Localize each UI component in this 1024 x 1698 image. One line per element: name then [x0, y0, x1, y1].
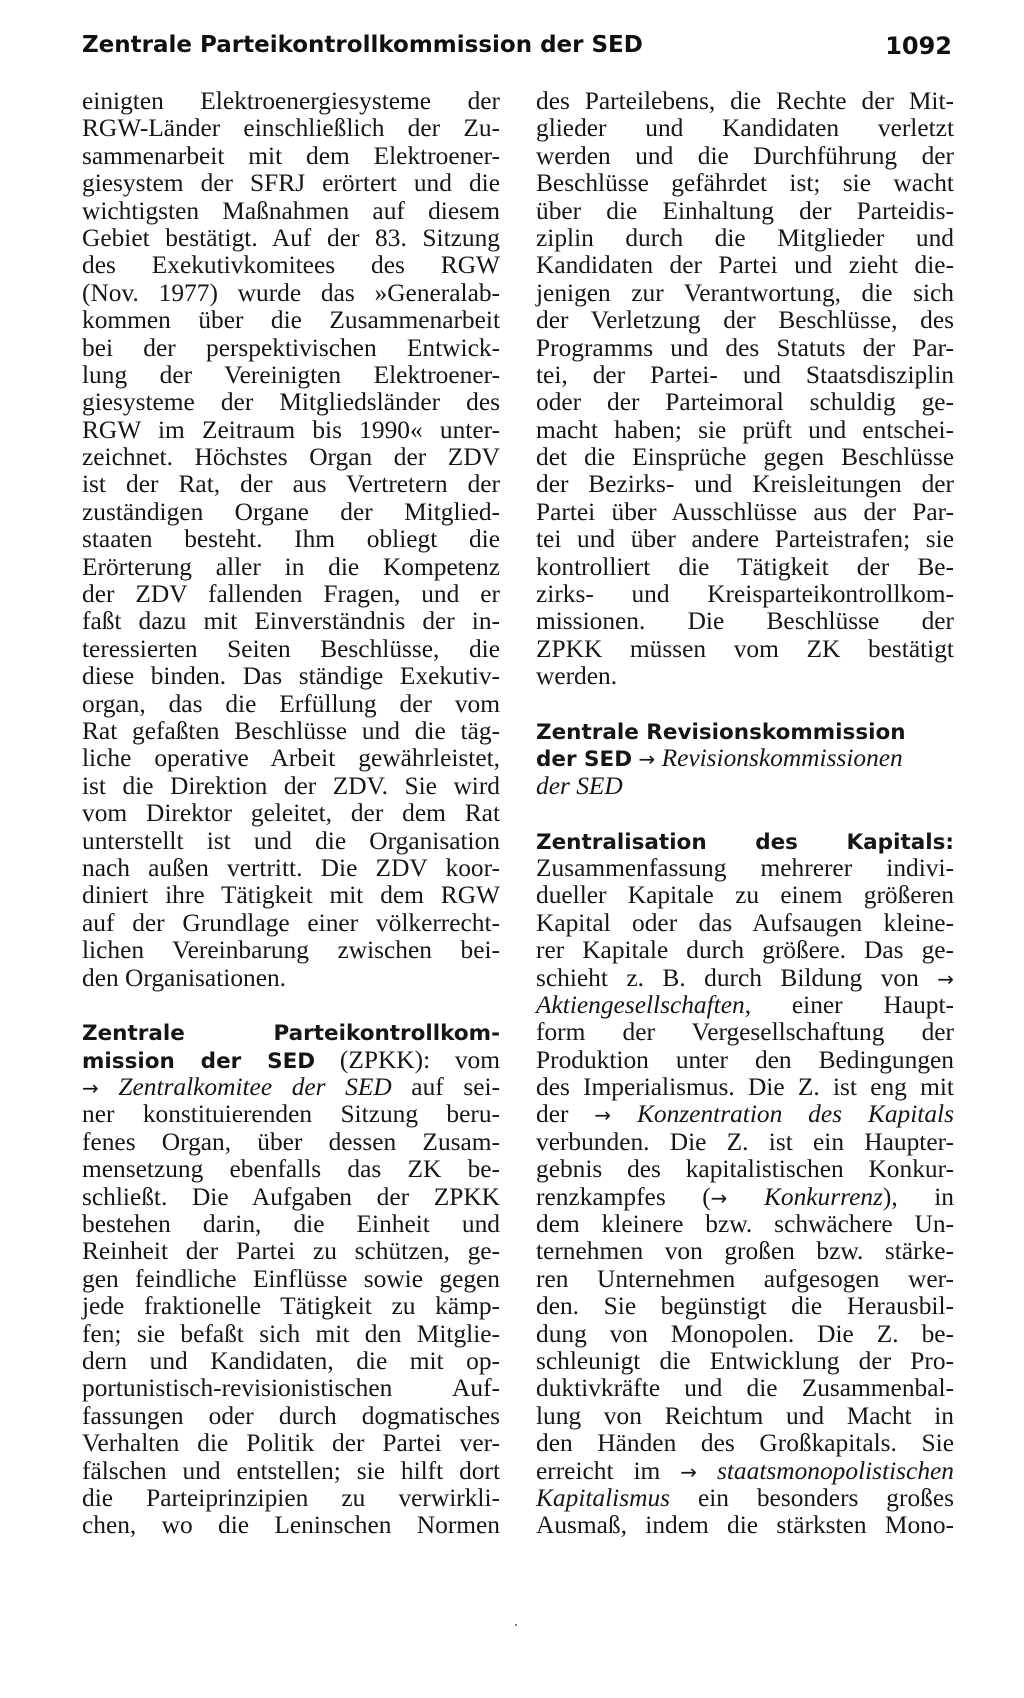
text-line: Zusammenfassung mehrerer indivi- [536, 853, 954, 882]
text-line: RGW im Zeitraum bis 1990« unter- [82, 415, 500, 444]
text-line: ren Unternehmen aufgesogen wer- [536, 1264, 954, 1293]
text-line: sammenarbeit mit dem Elektroener- [82, 141, 500, 170]
text-line: den. Sie begünstigt die Herausbil- [536, 1292, 954, 1321]
cross-reference-link[interactable]: staatsmonopolistischen [717, 1456, 954, 1485]
text-line: ist der Rat, der aus Vertretern der [82, 470, 500, 499]
text-fragment: erreicht im [536, 1456, 681, 1485]
text-line: lung der Vereinigten Elektroener- [82, 360, 500, 389]
entry-line [536, 965, 954, 992]
cross-reference-arrow-icon: → [937, 966, 954, 991]
text-line: ner konstituierenden Sitzung beru- [82, 1100, 500, 1129]
running-head-title: Zentrale Parteikontrollkommission der SED [82, 32, 643, 58]
cross-reference-arrow-icon: → [594, 1103, 612, 1128]
entry-zentrale-revisionskommission [536, 718, 954, 800]
entry-line [82, 1019, 500, 1046]
text-line: Kandidaten der Partei und zieht die- [536, 251, 954, 280]
entry-line [536, 745, 954, 772]
text-line: Verhalten die Politik der Partei ver- [82, 1429, 500, 1458]
left-column [82, 88, 500, 1540]
cross-reference-link[interactable]: Zentralkomitee der SED [118, 1073, 392, 1102]
text-line: RGW-Länder einschließlich der Zu- [82, 114, 500, 143]
text-fragment: , einer Haupt- [744, 990, 954, 1019]
entry-headword: Zentrale Revisionskommission [536, 719, 906, 745]
text-line: tei und über andere Parteistrafen; sie [536, 525, 954, 554]
text-line: missionen. Die Beschlüsse der [536, 607, 954, 636]
text-line: des Exekutivkomitees des RGW [82, 251, 500, 280]
text-fragment: ), in [882, 1182, 954, 1211]
text-line: den Händen des Großkapitals. Sie [536, 1429, 954, 1458]
text-line: wichtigsten Maßnahmen auf diesem [82, 196, 500, 225]
entry-line [82, 1074, 500, 1101]
entry-gap [536, 800, 954, 827]
text-line: ternehmen von großen bzw. stärke- [536, 1237, 954, 1266]
text-line: Ausmaß, indem die stärksten Mono- [536, 1511, 954, 1540]
text-line: kontrolliert die Tätigkeit der Be- [536, 552, 954, 581]
text-line: Reinheit der Partei zu schützen, ge- [82, 1237, 500, 1266]
text-line: werden und die Durchführung der [536, 141, 954, 170]
entry-gap [82, 992, 500, 1019]
text-line: Gebiet bestätigt. Auf der 83. Sitzung [82, 223, 500, 252]
continuation-paragraph [536, 88, 954, 691]
text-fragment: der [536, 1100, 595, 1129]
text-line: über die Einhaltung der Parteidis- [536, 196, 954, 225]
entry-headword: Zentrale Parteikontrollkom- [82, 1021, 500, 1047]
running-head [82, 32, 952, 68]
continuation-paragraph [82, 88, 500, 992]
text-line: auf der Grundlage einer völkerrecht- [82, 908, 500, 937]
text-line: verbunden. Die Z. ist ein Haupter- [536, 1127, 954, 1156]
text-line: fälschen und entstellen; sie hilft dort [82, 1456, 500, 1485]
text-fragment: ein besonders großes [670, 1483, 954, 1512]
entry-line [536, 1184, 954, 1211]
text-line: bei der perspektivischen Entwick- [82, 333, 500, 362]
text-fragment: renzkampfes ( [536, 1182, 711, 1211]
cross-reference-link[interactable]: Aktiengesellschaften [536, 990, 745, 1019]
entry-abbreviation: (ZPKK): vom [315, 1045, 500, 1074]
text-line: jenigen zur Verantwortung, die sich [536, 278, 954, 307]
text-line: Kapital oder das Aufsaugen kleine- [536, 908, 954, 937]
text-line: det die Einsprüche gegen Beschlüsse [536, 443, 954, 472]
text-line: einigten Elektroenergiesysteme der [82, 87, 500, 115]
text-line: jede fraktionelle Tätigkeit zu kämp- [82, 1292, 500, 1321]
print-speck [515, 1624, 517, 1626]
text-line: liche operative Arbeit gewährleistet, [82, 744, 500, 773]
entry-line [536, 828, 954, 855]
text-line: Partei über Ausschlüsse aus der Par- [536, 497, 954, 526]
text-line: tei, der Partei- und Staatsdisziplin [536, 360, 954, 389]
text-line: form der Vergesellschaftung der [536, 1018, 954, 1047]
entry-line [536, 718, 954, 745]
entry-line [536, 1485, 954, 1512]
text-line: Produktion unter den Bedingungen [536, 1045, 954, 1074]
text-line: Erörterung aller in die Kompetenz [82, 552, 500, 581]
text-line: Rat gefaßten Beschlüsse und die täg- [82, 716, 500, 745]
cross-reference-link[interactable]: Konzentration des Kapitals [636, 1100, 954, 1129]
text-line: organ, das die Erfüllung der vom [82, 689, 500, 718]
text-line: zirks- und Kreisparteikontrollkom- [536, 580, 954, 609]
text-line: nach außen vertritt. Die ZDV koor- [82, 853, 500, 882]
cross-reference-arrow-icon: → [710, 1185, 728, 1210]
text-line: ziplin durch die Mitglieder und [536, 223, 954, 252]
text-line: fenes Organ, über dessen Zusam- [82, 1127, 500, 1156]
text-line: dem kleinere bzw. schwächere Un- [536, 1210, 954, 1239]
right-column [536, 88, 954, 1540]
text-line: gen feindliche Einflüsse sowie gegen [82, 1264, 500, 1293]
text-line: den Organisationen. [82, 963, 287, 992]
text-line: schleunigt die Entwicklung der Pro- [536, 1346, 954, 1375]
text-line: giesysteme der Mitgliedsländer des [82, 388, 500, 417]
text-line: lichen Vereinbarung zwischen bei- [82, 936, 500, 965]
text-line: chen, wo die Leninschen Normen [82, 1511, 500, 1540]
text-line: werden. [536, 662, 618, 691]
text-line: fassungen oder durch dogmatisches [82, 1401, 500, 1430]
text-line: Programms und des Statuts der Par- [536, 333, 954, 362]
text-line: Beschlüsse gefährdet ist; sie wacht [536, 169, 954, 198]
text-line: portunistisch-revisionistischen Auf- [82, 1374, 500, 1403]
text-line: duktivkräfte und die Zusammenbal- [536, 1374, 954, 1403]
text-line: diese binden. Das ständige Exekutiv- [82, 662, 500, 691]
text-line: ist die Direktion der ZDV. Sie wird [82, 771, 500, 800]
entry-zentralisation-des-kapitals [536, 828, 954, 1540]
text-line: der ZDV fallenden Fragen, und er [82, 580, 500, 609]
text-line: dueller Kapitale zu einem größeren [536, 881, 954, 910]
entry-headword: Zentralisation des Kapitals: [536, 829, 954, 855]
text-line: diniert ihre Tätigkeit mit dem RGW [82, 881, 500, 910]
cross-reference-link[interactable]: Kapitalismus [536, 1483, 671, 1512]
text-line: oder der Parteimoral schuldig ge- [536, 388, 954, 417]
text-line: vom Direktor geleitet, der dem Rat [82, 799, 500, 828]
entry-gap [536, 691, 954, 718]
entry-line [536, 773, 954, 800]
text-fragment: schieht z. B. durch Bildung von [536, 963, 919, 992]
text-line: mensetzung ebenfalls das ZK be- [82, 1155, 500, 1184]
entry-headword: mission der SED [82, 1048, 316, 1074]
text-fragment: auf sei- [391, 1073, 500, 1102]
entry-headword: der SED [536, 747, 633, 773]
text-line: zuständigen Organe der Mitglied- [82, 497, 500, 526]
text-line: teressierten Seiten Beschlüsse, die [82, 634, 500, 663]
text-line: glieder und Kandidaten verletzt [536, 114, 954, 143]
text-line: des Imperialismus. Die Z. ist eng mit [536, 1073, 954, 1102]
text-line: gebnis des kapitalistischen Konkur- [536, 1155, 954, 1184]
text-line: staaten besteht. Ihm obliegt die [82, 525, 500, 554]
text-line: schließt. Die Aufgaben der ZPKK [82, 1182, 500, 1211]
text-line: giesystem der SFRJ erörtert und die [82, 169, 500, 198]
entry-line [82, 1047, 500, 1074]
entry-line [536, 992, 954, 1019]
text-line: lung von Reichtum und Macht in [536, 1401, 954, 1430]
cross-reference-arrow-icon: → [82, 1076, 99, 1101]
page-number: 1092 [885, 32, 952, 60]
text-line: der Verletzung der Beschlüsse, des [536, 306, 954, 335]
text-line: unterstellt ist und die Organisation [82, 826, 500, 855]
entry-line [536, 1458, 954, 1485]
text-line: (Nov. 1977) wurde das »Generalab- [82, 278, 500, 307]
text-line: dern und Kandidaten, die mit op- [82, 1346, 500, 1375]
cross-reference-arrow-icon: → [680, 1459, 698, 1484]
entry-zentrale-parteikontrollkommission [82, 1019, 500, 1539]
text-line: der Bezirks- und Kreisleitungen der [536, 470, 954, 499]
text-line: kommen über die Zusammenarbeit [82, 306, 500, 335]
cross-reference-link[interactable]: Revisionskommissionen [661, 744, 903, 773]
text-line: faßt dazu mit Einverständnis der in- [82, 607, 500, 636]
text-line: macht haben; sie prüft und entschei- [536, 415, 954, 444]
cross-reference-link[interactable]: der SED [536, 771, 623, 800]
cross-reference-link[interactable]: Konkurrenz [763, 1182, 883, 1211]
text-line: des Parteilebens, die Rechte der Mit- [536, 87, 954, 115]
text-line: fen; sie befaßt sich mit den Mitglie- [82, 1319, 500, 1348]
text-line: die Parteiprinzipien zu verwirkli- [82, 1483, 500, 1512]
text-line: rer Kapitale durch größere. Das ge- [536, 936, 954, 965]
text-line: zeichnet. Höchstes Organ der ZDV [82, 443, 500, 472]
text-line: bestehen darin, die Einheit und [82, 1210, 500, 1239]
entry-line [536, 1101, 954, 1128]
text-line: dung von Monopolen. Die Z. be- [536, 1319, 954, 1348]
cross-reference-arrow-icon: → [638, 747, 656, 772]
text-line: ZPKK müssen vom ZK bestätigt [536, 634, 954, 663]
